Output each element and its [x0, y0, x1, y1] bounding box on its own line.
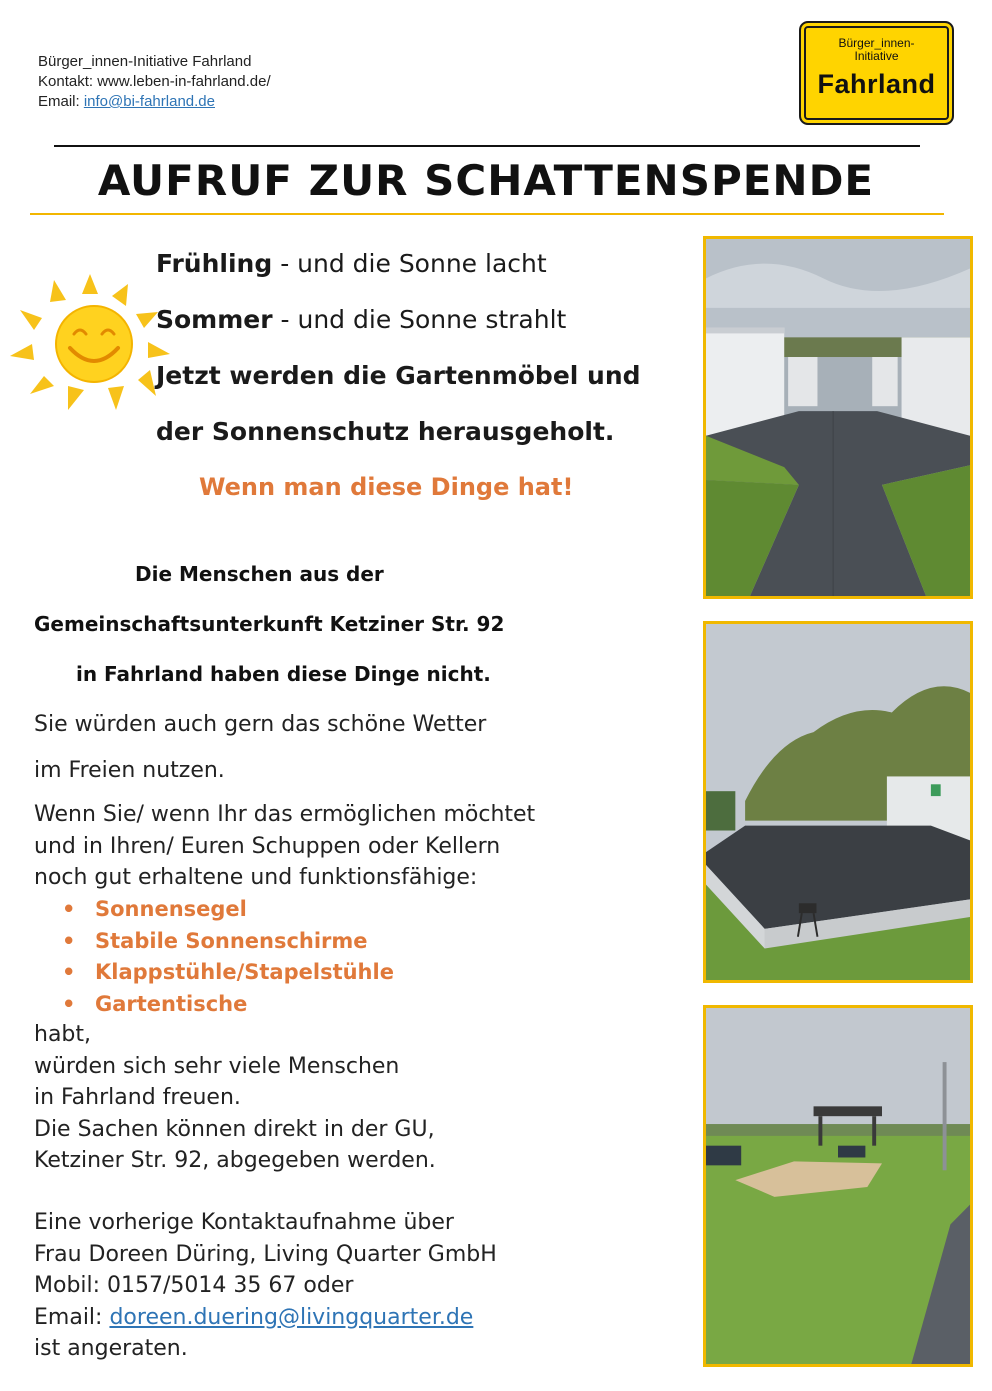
spring-word: Frühling: [156, 249, 273, 278]
list-item: • Gartentische: [62, 991, 248, 1016]
email-label: Email:: [38, 93, 84, 110]
header-email-link[interactable]: info@bi-fahrland.de: [83, 93, 215, 110]
intro-line-spring: [156, 249, 547, 278]
intro-line-summer: [156, 305, 566, 334]
logo-line-1: Bürger_innen-: [838, 36, 915, 50]
body-p4-d: [34, 1302, 497, 1334]
mid-line-2: Gemeinschaftsunterkunft Ketziner Str. 92: [34, 612, 505, 636]
body-p2-b: und in Ihren/ Euren Schuppen oder Kellern: [34, 833, 501, 859]
body-p1-b: im Freien nutzen.: [34, 758, 225, 783]
body-p2-a: Wenn Sie/ wenn Ihr das ermöglichen möchtet: [34, 802, 536, 827]
contact-email-link[interactable]: doreen.duering@livingquarter.de: [109, 1304, 474, 1330]
body-paragraph-2: [34, 799, 535, 894]
body-p4-a: Eine vorherige Kontaktaufnahme über: [34, 1210, 454, 1235]
mid-line-3: in Fahrland haben diese Dinge nicht.: [76, 662, 491, 686]
items-list: [62, 894, 394, 1020]
list-item: • Stabile Sonnenschirme: [62, 928, 368, 953]
logo-line-3: Fahrland: [817, 69, 936, 99]
mid-line-1: Die Menschen aus der: [135, 562, 384, 586]
body-p3-e: Ketziner Str. 92, abgegeben werden.: [34, 1148, 436, 1173]
body-p3-b: würden sich sehr viele Menschen: [34, 1053, 400, 1079]
body-paragraph-4: [34, 1207, 497, 1365]
body-p3-c: in Fahrland freuen.: [34, 1085, 241, 1110]
email-label: Email:: [34, 1304, 110, 1330]
logo-line-2: Initiative: [854, 49, 899, 63]
body-paragraph-3: [34, 1019, 436, 1177]
header-contact-block: [38, 52, 271, 112]
smiling-sun-icon: [8, 272, 172, 412]
contact-website: Kontakt: www.leben-in-fahrland.de/: [38, 73, 271, 90]
list-item: • Sonnensegel: [62, 897, 247, 921]
page-title: AUFRUF ZUR SCHATTENSPENDE: [97, 156, 875, 205]
summer-word: Sommer: [156, 305, 273, 334]
intro-line-3: Jetzt werden die Gartenmöbel und: [156, 361, 641, 390]
list-item: • Klappstühle/Stapelstühle: [62, 960, 394, 984]
intro-highlight: Wenn man diese Dinge hat!: [199, 473, 574, 501]
intro-line-4: der Sonnenschutz herausgeholt.: [156, 417, 615, 446]
body-p3-a: habt,: [34, 1022, 92, 1047]
body-p4-c: Mobil: 0157/5014 35 67 oder: [34, 1273, 354, 1298]
contact-email-line: [38, 92, 271, 112]
org-name: Bürger_innen-Initiative Fahrland: [38, 53, 252, 70]
photo-container-path: [703, 236, 973, 599]
body-p1-a: Sie würden auch gern das schöne Wetter: [34, 712, 487, 737]
body-p4-b: Frau Doreen Düring, Living Quarter GmbH: [34, 1241, 497, 1267]
top-divider: [54, 145, 920, 147]
summer-rest: - und die Sonne strahlt: [272, 305, 567, 334]
fahrland-sign-logo: [799, 21, 954, 125]
photo-paved-platform: [703, 621, 973, 983]
body-p2-c: noch gut erhaltene und funktionsfähige:: [34, 865, 478, 890]
body-p4-e: ist angeraten.: [34, 1336, 188, 1361]
body-p3-d: Die Sachen können direkt in der GU,: [34, 1116, 435, 1142]
title-underline: [30, 213, 944, 215]
spring-rest: - und die Sonne lacht: [272, 249, 547, 278]
photo-sandpit-area: [703, 1005, 973, 1367]
